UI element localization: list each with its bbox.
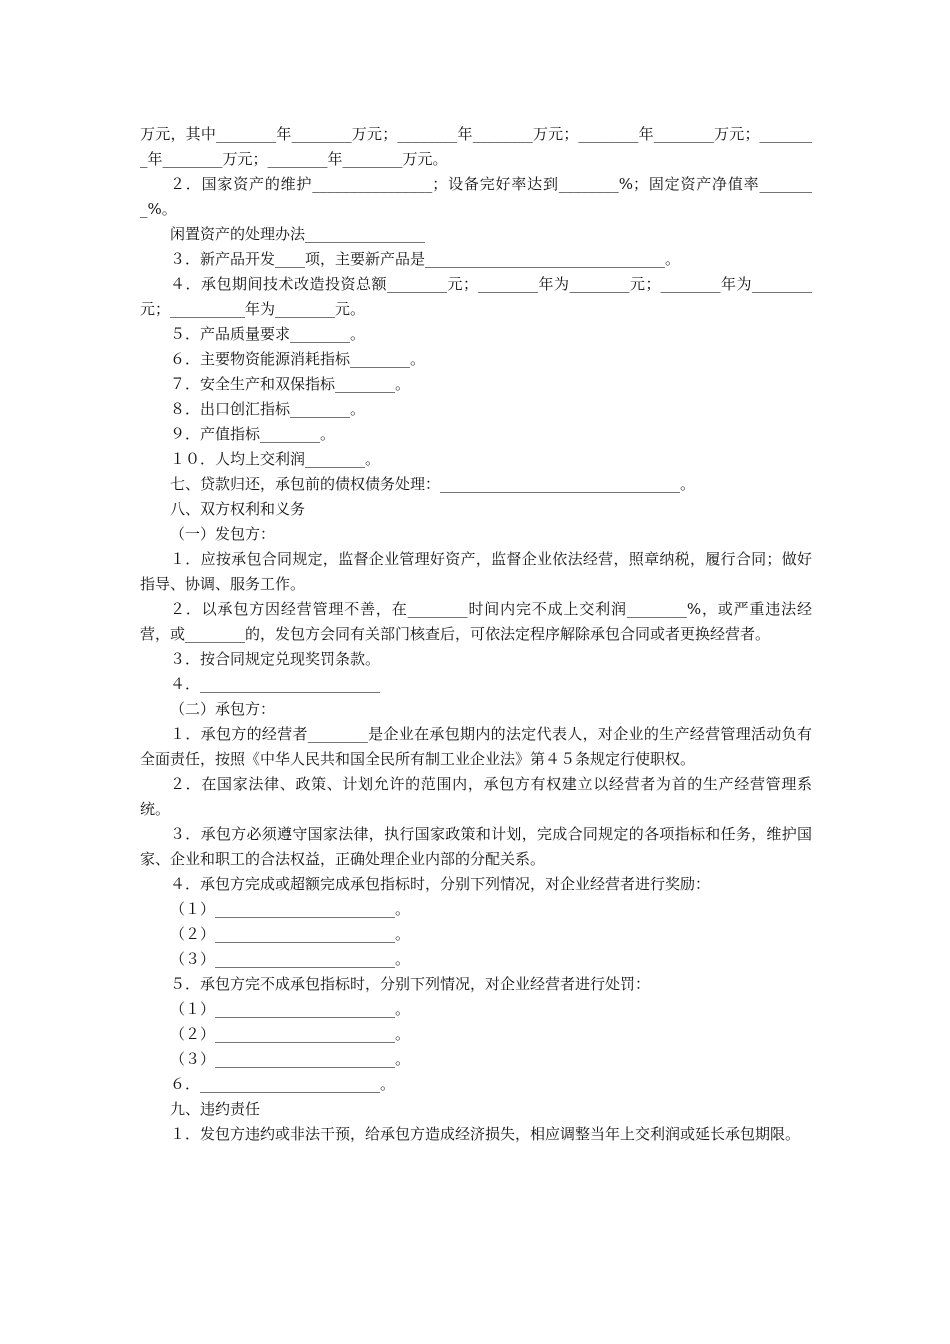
list-item-reward-2: （２）________________________。: [170, 925, 411, 943]
subsection-heading-contractor: （二）承包方：: [170, 700, 276, 718]
paragraph-output-value: ９．产值指标________。: [170, 425, 336, 443]
paragraph-new-products: ３．新产品开发____项，主要新产品是________________________________。: [170, 250, 681, 268]
paragraph-contractor-2: ２．在国家法律、政策、计划允许的范围内，承包方有权建立以经营者为首的生产经营管理系统。: [140, 775, 812, 818]
paragraph-contractor-1: １．承包方的经营者________是企业在承包期内的法定代表人，对企业的生产经营管理活动负有全面责任，按照《中华人民共和国全民所有制工业企业法》第４５条规定行使职权。: [140, 725, 812, 768]
paragraph-idle-assets: 闲置资产的处理办法________________: [170, 225, 426, 243]
paragraph-contractor-3: ３．承包方必须遵守国家法律，执行国家政策和计划，完成合同规定的各项指标和任务，维护国家、企业和职工的合法权益，正确处理企业内部的分配关系。: [140, 825, 812, 868]
list-item-reward-3: （３）________________________。: [170, 950, 411, 968]
paragraph-safety: ７．安全生产和双保指标________。: [170, 375, 411, 393]
paragraph-export: ８．出口创汇指标________。: [170, 400, 366, 418]
list-item-penalty-1: （１）________________________。: [170, 1000, 411, 1018]
paragraph-employer-3: ３．按合同规定兑现奖罚条款。: [170, 650, 381, 668]
paragraph-employer-1: １．应按承包合同规定，监督企业管理好资产，监督企业依法经营，照章纳税，履行合同；做好指导、协调、服务工作。: [140, 550, 812, 593]
paragraph-profit-per-capita: １０．人均上交利润________。: [170, 450, 381, 468]
paragraph-tech-investment: ４．承包期间技术改造投资总额________元；________年为________元；________年为________元；__________年为________元。: [140, 275, 812, 318]
section-heading-liability: 九、违约责任: [170, 1100, 261, 1118]
document-page: [140, 122, 812, 1147]
paragraph-contractor-5: ５．承包方完不成承包指标时，分别下列情况，对企业经营者进行处罚：: [170, 975, 651, 993]
subsection-heading-employer: （一）发包方：: [170, 525, 276, 543]
paragraph-investment-years: 万元，其中________年________万元；________年________万元；________年________万元；________年________万元；________年________万元。: [140, 125, 812, 168]
paragraph-contractor-4: ４．承包方完成或超额完成承包指标时，分别下列情况，对企业经营者进行奖励：: [170, 875, 711, 893]
paragraph-quality: ５．产品质量要求________。: [170, 325, 366, 343]
paragraph-contractor-6: ６．________________________。: [170, 1075, 396, 1093]
list-item-penalty-2: （２）________________________。: [170, 1025, 411, 1043]
paragraph-energy: ６．主要物资能源消耗指标________。: [170, 350, 426, 368]
section-heading-rights: 八、双方权利和义务: [170, 500, 306, 518]
paragraph-employer-4: ４．________________________: [170, 675, 381, 693]
paragraph-employer-2: ２．以承包方因经营管理不善，在________时间内完不成上交利润________%，或严重违法经营，或________的，发包方会同有关部门核查后，可依法定程序解除承包合同或者更换经营者。: [140, 600, 812, 643]
paragraph-liability-1: １．发包方违约或非法干预，给承包方造成经济损失，相应调整当年上交利润或延长承包期限。: [170, 1125, 801, 1143]
section-heading-loans: 七、贷款归还，承包前的债权债务处理：________________________________。: [170, 475, 696, 493]
list-item-reward-1: （１）________________________。: [170, 900, 411, 918]
paragraph-asset-maintenance: ２．国家资产的维护________________；设备完好率达到________%；固定资产净值率________%。: [140, 175, 812, 218]
list-item-penalty-3: （３）________________________。: [170, 1050, 411, 1068]
